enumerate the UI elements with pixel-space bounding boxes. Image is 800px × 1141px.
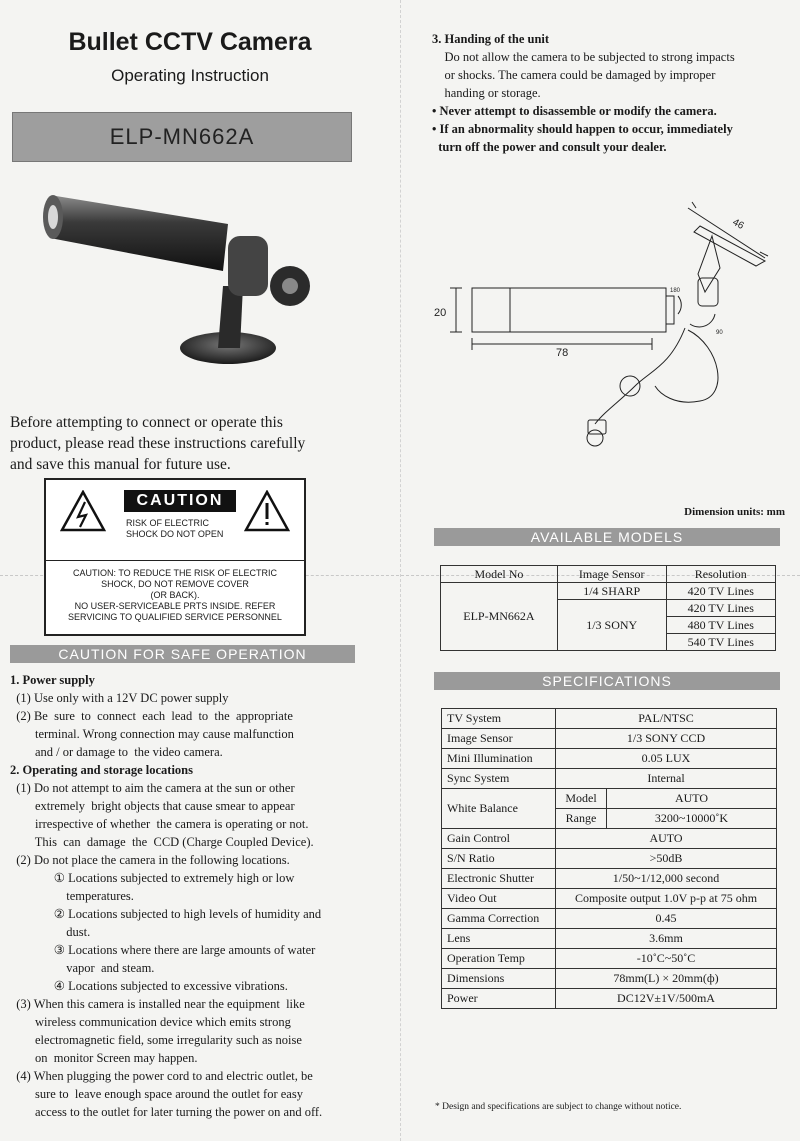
table-row: 480 TV Lines bbox=[441, 617, 776, 634]
model-number-cell: ELP-MN662A bbox=[441, 583, 558, 651]
table-row: S/N Ratio >50dB bbox=[442, 849, 777, 869]
table-row: Power DC12V±1V/500mA bbox=[442, 989, 777, 1009]
table-row: Range 3200~10000˚K bbox=[442, 809, 777, 829]
table-row: Dimensions 78mm(L) × 20mm(ф) bbox=[442, 969, 777, 989]
table-row: Electronic Shutter 1/50~1/12,000 second bbox=[442, 869, 777, 889]
bracket-plate bbox=[694, 226, 765, 266]
caution-label bbox=[44, 478, 306, 636]
bracket-dimension-label: 46 bbox=[730, 216, 746, 232]
connector-icon bbox=[620, 376, 640, 396]
table-row: Image Sensor 1/3 SONY CCD bbox=[442, 729, 777, 749]
table-row: Gain Control AUTO bbox=[442, 829, 777, 849]
table-row: ELP-MN662A 1/4 SHARP 420 TV Lines bbox=[441, 583, 776, 600]
table-row: Mini Illumination 0.05 LUX bbox=[442, 749, 777, 769]
length-dimension-label: 78 bbox=[556, 347, 569, 359]
height-dimension-label: 20 bbox=[434, 307, 447, 319]
electric-shock-warning-icon bbox=[60, 490, 106, 532]
center-fold-line bbox=[400, 0, 401, 1141]
table-row: TV System PAL/NTSC bbox=[442, 709, 777, 729]
table-row: Model No Image Sensor Resolution bbox=[441, 566, 776, 583]
available-models-heading: AVAILABLE MODELS bbox=[434, 528, 780, 546]
specifications-table bbox=[441, 708, 777, 1009]
caution-heading: CAUTION bbox=[124, 490, 236, 512]
table-row: 540 TV Lines bbox=[441, 634, 776, 651]
table-row: Lens 3.6mm bbox=[442, 929, 777, 949]
table-row: Gamma Correction 0.45 bbox=[442, 909, 777, 929]
dimension-units: Dimension units: mm bbox=[684, 506, 785, 518]
table-row: Operation Temp -10˚C~50˚C bbox=[442, 949, 777, 969]
table-row: Sync System Internal bbox=[442, 769, 777, 789]
intro-paragraph: Before attempting to connect or operate this product, please read these instructions carefully and save this manual for future use. bbox=[10, 414, 306, 473]
dimension-diagram bbox=[420, 196, 790, 456]
camera-photo bbox=[28, 176, 328, 376]
cable bbox=[595, 328, 685, 424]
caution-subtext: RISK OF ELECTRIC SHOCK DO NOT OPEN bbox=[126, 518, 224, 539]
document-subtitle: Operating Instruction bbox=[111, 66, 269, 85]
models-table bbox=[440, 565, 776, 651]
caution-notice: CAUTION: TO REDUCE THE RISK OF ELECTRIC SHOCK, DO NOT REMOVE COVER (OR BACK). NO USER-SERVICEABLE PRTS INSIDE. REFER SERVICING TO QUALIFIED SERVICE PERSONNEL bbox=[68, 568, 282, 622]
exclamation-warning-icon bbox=[244, 490, 290, 532]
safety-instructions: 1. Power supply (1) Use only with a 12V DC power supply (2) Be sure to connect each lead to the appropriate terminal. Wrong connection may cause malfunction and / or damage to the video camera. 2. Operating and storage locations (1) Do not attempt to aim the camera at the sun or other extremely bright objects that cause smear to appear irrespective of whether the camera is operating or not. This can damage the CCD (Charge Coupled Device). (2) Do not place the camera in the following locations. ① Locations subjected to extremely high or low temperatures. ② Locations subjected to high levels of humidity and dust. ③ Locations where there are large amounts of water vapor and steam. ④ Locations subjected to excessive vibrations. (3) When this camera is installed near the equipment like wireless communication device which emits strong electromagnetic field, some irregularity such as noise on monitor Screen may happen. (4) When plugging the power cord to and electric outlet, be sure to leave enough space around the outlet for easy access to the outlet for later turning the power on and off. bbox=[10, 673, 323, 1119]
document-title: Bullet CCTV Camera bbox=[68, 28, 312, 56]
mount-bracket bbox=[228, 236, 268, 296]
rotation-180-label: 180 bbox=[670, 288, 681, 294]
table-row: White Balance Model AUTO bbox=[442, 789, 777, 809]
table-row: Video Out Composite output 1.0V p-p at 75 ohm bbox=[442, 889, 777, 909]
safe-operation-heading: CAUTION FOR SAFE OPERATION bbox=[10, 645, 355, 663]
footnote: * Design and specifications are subject to change without notice. bbox=[435, 1102, 682, 1112]
table-row: 1/3 SONY 420 TV Lines bbox=[441, 600, 776, 617]
handling-instructions: 3. Handing of the unit Do not allow the camera to be subjected to strong impacts or shocks. The camera could be damaged by improper handing or storage. • Never attempt to disassemble or modify the camera. • If an abnormality should happen to occur, immediately turn off the power and consult your dealer. bbox=[432, 32, 735, 154]
rotation-90-label: 90 bbox=[716, 330, 723, 336]
model-banner bbox=[12, 112, 352, 162]
specifications-heading: SPECIFICATIONS bbox=[434, 672, 780, 690]
camera-body-outline bbox=[472, 288, 666, 332]
camera-barrel bbox=[50, 196, 228, 271]
model-banner-label: ELP-MN662A bbox=[109, 124, 255, 149]
